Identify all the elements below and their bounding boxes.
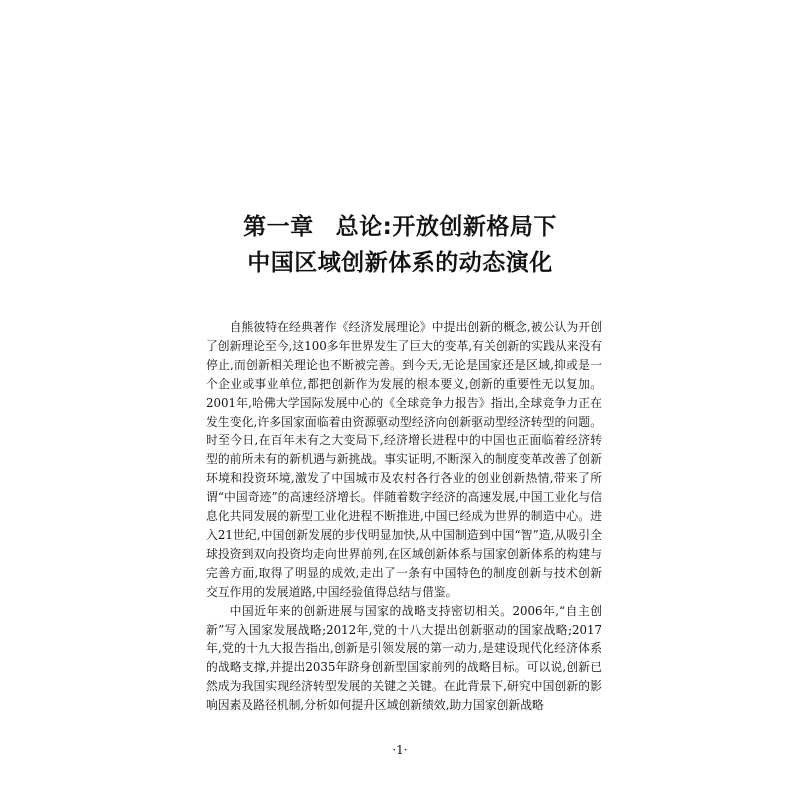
chapter-title-text-1: 总论:开放创新格局下 xyxy=(335,214,557,241)
chapter-number: 第一章 xyxy=(243,214,314,241)
chapter-title-line-1 xyxy=(0,209,800,245)
paragraph-1: 自熊彼特在经典著作《经济发展理论》中提出创新的概念,被公认为开创了创新理论至今,这100多年世界发生了巨大的变革,有关创新的实践从来没有停止,而创新相关理论也不断被完善。到今天,无论是国家还是区域,抑或是一个企业或事业单位,都把创新作为发展的根本要义,创新的重要性无以复加。2001年,哈佛大学国际发展中心的《全球竞争力报告》指出,全球竞争力正在发生变化,许多国家面临着由资源驱动型经济向创新驱动型经济转型的问题。时至今日,在百年未有之大变局下,经济增长进程中的中国也正面临着经济转型的前所未有的新机遇与新挑战。事实证明,不断深入的制度变革改善了创新环境和投资环境,激发了中国城市及农村各行各业的创业创新热情,带来了所谓“中国奇迹”的高速经济增长。伴随着数字经济的高速发展,中国工业化与信息化共同发展的新型工业化进程不断推进,中国已经成为世界的制造中心。进入21世纪,中国创新发展的步伐明显加快,从中国制造到中国“智”造,从吸引全球投资到双向投资均走向世界前列,在区域创新体系与国家创新体系的构建与完善方面,取得了明显的成效,走出了一条有中国特色的制度创新与技术创新交互作用的发展道路,中国经验值得总结与借鉴。 xyxy=(206,320,602,599)
page-number: ·1· xyxy=(392,743,408,757)
body-text xyxy=(206,318,602,715)
paragraph-2: 中国近年来的创新进展与国家的战略支持密切相关。2006年,“自主创新”写入国家发展战略;2012年,党的十八大提出创新驱动的国家战略;2017年,党的十九大报告指出,创新是引领发展的第一动力,是建设现代化经济体系的战略支撑,并提出2035年跻身创新型国家前列的战略目标。可以说,创新已然成为我国实现经济转型发展的关键之关键。在此背景下,研究中国创新的影响因素及路径机制,分析如何提升区域创新绩效,助力国家创新战略 xyxy=(206,603,602,713)
chapter-title xyxy=(0,209,800,281)
chapter-title-line-2: 中国区域创新体系的动态演化 xyxy=(247,250,553,277)
